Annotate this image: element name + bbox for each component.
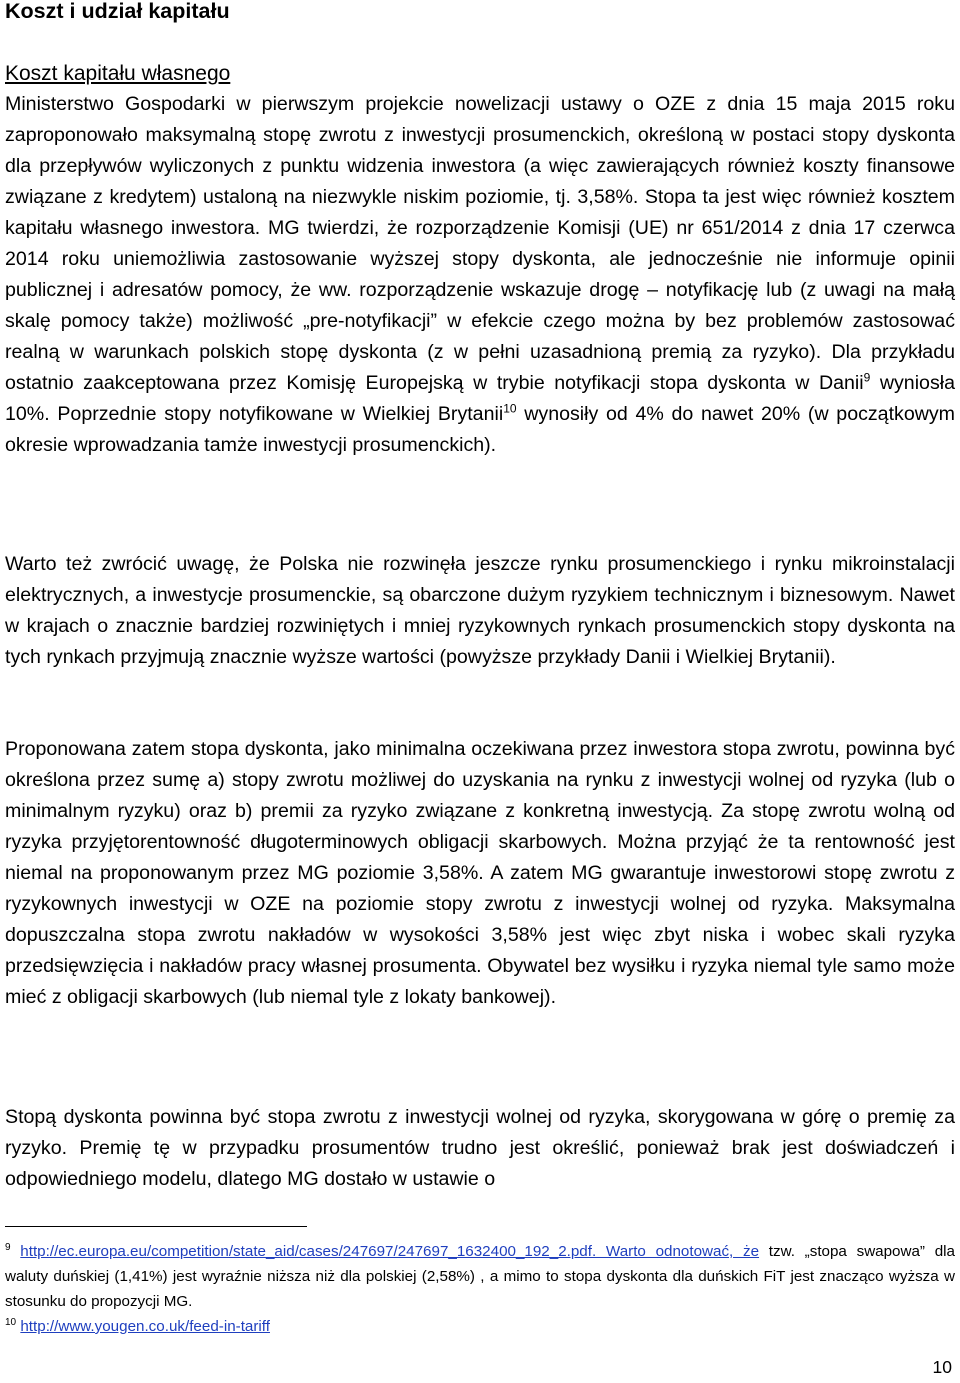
subsection-heading: Koszt kapitału własnego [5,62,231,85]
paragraph-4: Stopą dyskonta powinna być stopa zwrotu z inwestycji wolnej od ryzyka, skorygowana w górę o premię za ryzyko. Premię tę w przypadku prosumentów trudno jest określić, ponieważ brak jest doświadczeń i odpowiedniego modelu, dlatego MG dostało w ustawie o [5,1106,955,1190]
footnote-9 [5,1239,955,1314]
paragraph-1-text-b: wyniosła 10%. Poprzednie stopy notyfikowane w Wielkiej Brytanii [5,372,955,425]
footnote-10 [5,1314,955,1339]
footnote-link[interactable]: http://ec.europa.eu/competition/state_aid/cases/247697/247697_1632400_192_2.pdf. Warto odnotować, że [20,1243,760,1260]
paragraph-1-text-a: Ministerstwo Gospodarki w pierwszym projekcie nowelizacji ustawy o OZE z dnia 15 maja 2015 roku zaproponowało maksymalną stopę zwrotu z inwestycji prosumenckich, określoną w postaci stopy dyskonta dla przepływów wyliczonych z punktu widzenia inwestora (a więc zawierających również koszty finansowe związane z kredytem) ustaloną na niezwykle niskim poziomie, tj. 3,58%. Stopa ta jest więc również kosztem kapitału własnego inwestora. MG twierdzi, że rozporządzenie Komisji (UE) nr 651/2014 z dnia 17 czerwca 2014 roku uniemożliwia zastosowanie wyższej stopy dyskonta, ale jednocześnie nie informuje opinii publicznej i adresatów pomocy, że ww. rozporządzenie wskazuje drogę – notyfikację lub (z uwagi na małą skalę pomocy także) możliwość „pre-notyfikacji” w efekcie czego można by bez problemów zastosować realną w warunkach polskich stopę dyskonta (z w pełni uzasadnioną premią za ryzyko). Dla przykładu ostatnio zaakceptowana przez Komisję Europejską w trybie notyfikacji stopa dyskonta w Danii [5,93,955,394]
footnote-text: tzw. „stopa swapowa” dla waluty duńskiej (1,41%) jest wyraźnie niższa niż dla polskiej (2,58%) , a mimo to stopa dyskonta dla duńskich FiT jest znacząco wyższa w stosunku do propozycji MG. [5,1243,955,1310]
footnote-ref-9[interactable]: 9 [863,370,871,385]
footnote-separator [5,1226,307,1227]
page-number: 10 [932,1357,952,1377]
footnote-number: 10 [5,1316,17,1328]
paragraph-1-text-c: wynosiły od 4% do nawet 20% (w początkowym okresie wprowadzania tamże inwestycji prosumenckich). [5,403,955,456]
footnote-ref-10[interactable]: 10 [503,401,517,416]
paragraph-2: Warto też zwrócić uwagę, że Polska nie rozwinęła jeszcze rynku prosumenckiego i rynku mikroinstalacji elektrycznych, a inwestycje prosumenckie, są obarczone dużym ryzykiem technicznym i biznesowym. Nawet w krajach o znacznie bardziej rozwiniętych i mniej ryzykownych rynkach prosumenckich stopy dyskonta na tych rynkach przyjmują znacznie wyższe wartości (powyższe przykłady Danii i Wielkiej Brytanii). [5,553,955,668]
footnote-number: 9 [5,1241,11,1253]
paragraph-3: Proponowana zatem stopa dyskonta, jako minimalna oczekiwana przez inwestora stopa zwrotu, powinna być określona przez sumę a) stopy zwrotu możliwej do uzyskania na rynku z inwestycji wolnej od ryzyka (lub o minimalnym ryzyku) oraz b) premii za ryzyko związane z konkretną inwestycją. Za stopę zwrotu wolną od ryzyka przyjętorentowność długoterminowych obligacji skarbowych. Można przyjąć że ta rentowność jest niemal na proponowanym przez MG poziomie 3,58%. A zatem MG gwarantuje inwestorowi stopę zwrotu z ryzykownych inwestycji w OZE na poziomie stopy zwrotu z inwestycji wolnej od ryzyka. Maksymalna dopuszczalna stopa zwrotu nakładów w wysokości 3,58% jest więc zbyt niska i wobec skali ryzyka przedsięwzięcia i nakładów pracy własnej prosumenta. Obywatel bez wysiłku i ryzyka niemal tyle samo może mieć z obligacji skarbowych (lub niemal tyle z lokaty bankowej). [5,738,955,1008]
paragraph-1 [5,89,955,461]
section-heading: Koszt i udział kapitału [5,0,230,23]
footnote-link[interactable]: http://www.yougen.co.uk/feed-in-tariff [20,1318,270,1335]
